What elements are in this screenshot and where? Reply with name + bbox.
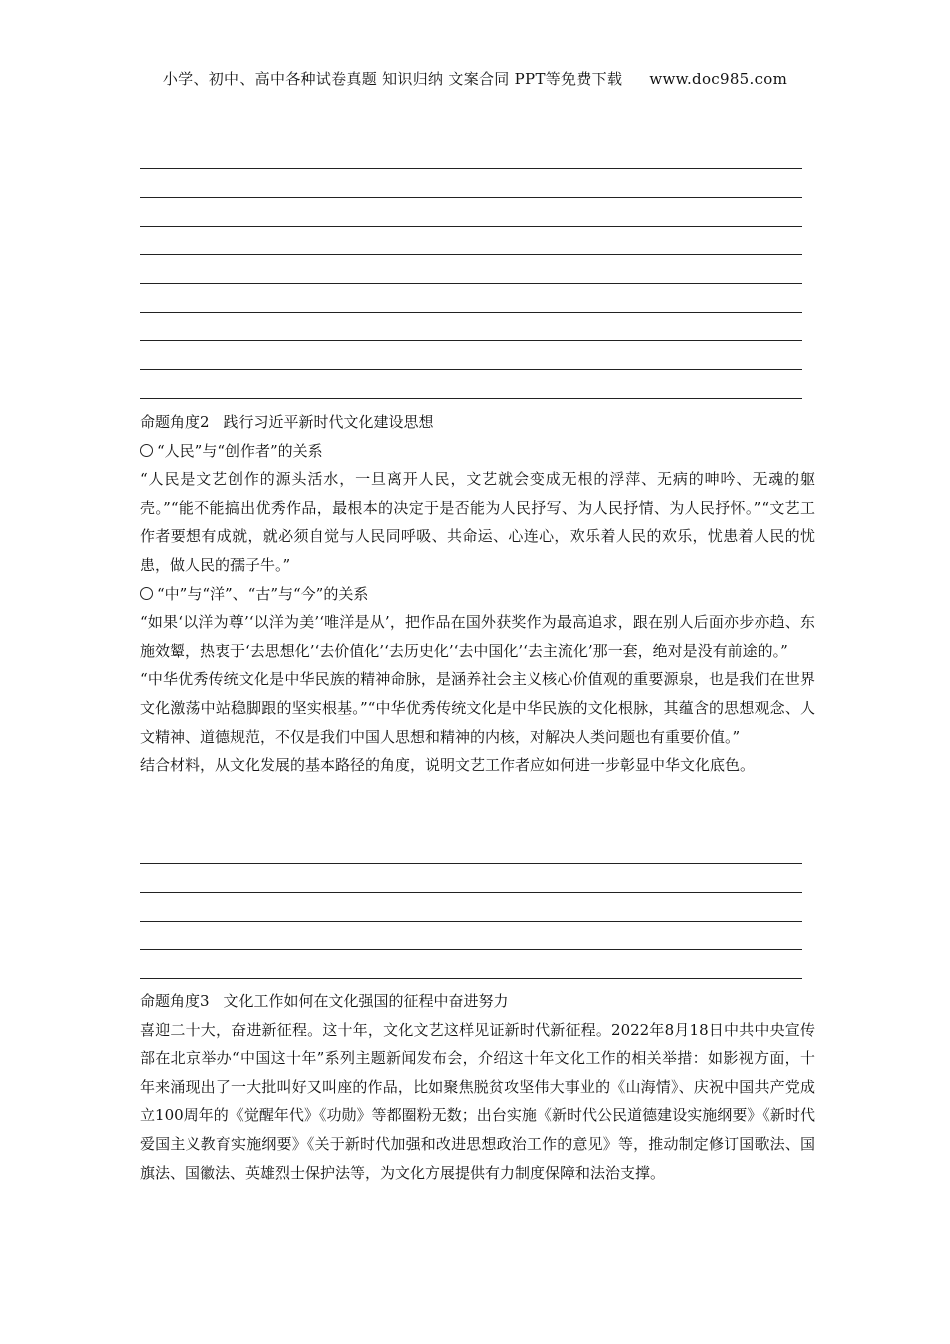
section2-sub1 [140,437,815,466]
section2-sub1-text: “人民”与“创作者”的关系 [157,441,323,460]
answer-line [140,226,802,227]
section2-question: 结合材料，从文化发展的基本路径的角度，说明文艺工作者应如何进一步彰显中华文化底色。 [140,756,756,775]
section3-para1: 喜迎二十大，奋进新征程。这十年，文化文艺这样见证新时代新征程。2022年8月18日中共中央宣传部在北京举办“中国这十年”系列主题新闻发布会，介绍这十年文化工作的相关举措：如影视方面，十年来涌现出了一大批叫好又叫座的作品，比如聚焦脱贫攻坚伟大事业的《山海情》、庆祝中国共产党成立100周年的《觉醒年代》《功勋》等都圈粉无数；出台实施《新时代公民道德建设实施纲要》《新时代爱国主义教育实施纲要》《关于新时代加强和改进思想政治工作的意见》等，推动制定修订国歌法、国旗法、国徽法、英雄烈士保护法等，为文化方展提供有力制度保障和法治支撑。 [140,1020,815,1182]
answer-line [140,197,802,198]
section3 [140,987,815,1187]
section2-para1: “人民是文艺创作的源头活水，一旦离开人民，文艺就会变成无根的浮萍、无病的呻吟、无魂的躯壳。”“能不能搞出优秀作品，最根本的决定于是否能为人民抒写、为人民抒情、为人民抒怀。”“文艺工作者要想有成就，就必须自觉与人民同呼吸、共命运、心连心，欢乐着人民的欢乐，忧患着人民的忧患，做人民的孺子牛。” [140,470,815,574]
section2-para2: “如果‘以洋为尊’‘以洋为美’‘唯洋是从’，把作品在国外获奖作为最高追求，跟在别人后面亦步亦趋、东施效颦，热衷于‘去思想化’‘去价值化’‘去历史化’‘去中国化’‘去主流化’那一套，绝对是没有前途的。” [140,613,815,660]
page-header [0,68,950,89]
answer-line [140,254,802,255]
circle-bullet-icon [140,587,153,600]
answer-line [140,921,802,922]
answer-line [140,369,802,370]
answer-line [140,312,802,313]
answer-line [140,978,802,979]
answer-line [140,949,802,950]
answer-line [140,283,802,284]
answer-line [140,340,802,341]
header-url[interactable]: www.doc985.com [649,70,788,88]
section3-label: 命题角度3 [140,992,210,1010]
circle-bullet-icon [140,444,153,457]
section2-para3: “中华优秀传统文化是中华民族的精神命脉，是涵养社会主义核心价值观的重要源泉，也是我们在世界文化激荡中站稳脚跟的坚实根基。”“中华优秀传统文化是中华民族的文化根脉，其蕴含的思想观念、人文精神、道德规范，不仅是我们中国人思想和精神的内核，对解决人类问题也有重要价值。” [140,670,815,746]
answer-line [140,863,802,864]
answer-line [140,398,802,399]
section3-heading [140,987,815,1016]
header-text: 小学、初中、高中各种试卷真题 知识归纳 文案合同 PPT等免费下载 [162,70,623,88]
answer-line [140,168,802,169]
section2-heading [140,408,815,437]
answer-line [140,892,802,893]
section2-label: 命题角度2 [140,413,210,431]
section3-title: 文化工作如何在文化强国的征程中奋进努力 [223,992,509,1010]
section2-sub2 [140,580,815,609]
section2-sub2-text: “中”与“洋”、“古”与“今”的关系 [157,584,369,603]
section2 [140,408,815,780]
section2-title: 践行习近平新时代文化建设思想 [223,413,434,431]
